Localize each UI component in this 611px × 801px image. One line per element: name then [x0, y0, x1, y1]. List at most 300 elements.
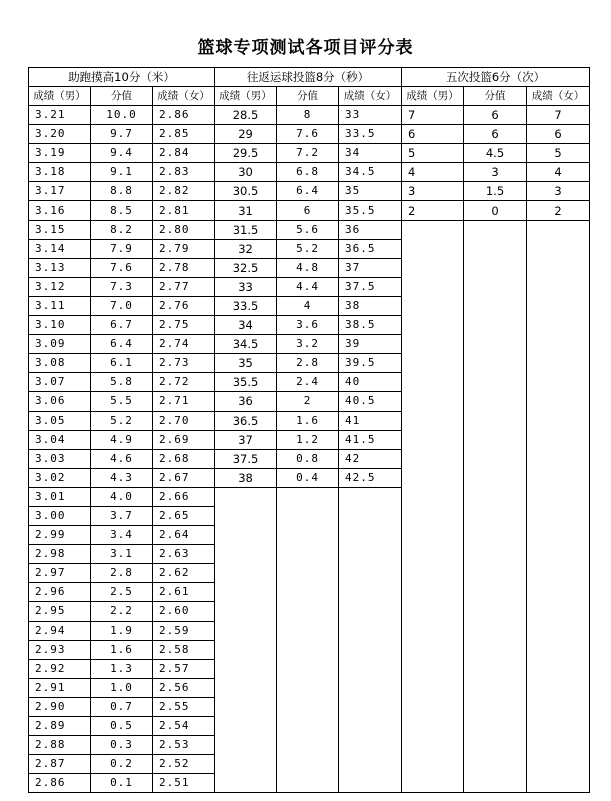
table-cell: 2.74	[153, 335, 215, 354]
table-cell: 2.83	[153, 163, 215, 182]
table-cell: 3.14	[29, 239, 91, 258]
empty-cell	[464, 392, 527, 411]
empty-cell	[464, 354, 527, 373]
table-cell: 9.1	[91, 163, 153, 182]
empty-cell	[527, 335, 590, 354]
table-cell: 2.86	[29, 774, 91, 793]
column-header: 成绩（女）	[153, 87, 215, 106]
empty-cell	[402, 392, 464, 411]
table-cell: 0.1	[91, 774, 153, 793]
table-cell: 5	[402, 144, 464, 163]
table-cell: 2.64	[153, 526, 215, 545]
table-cell: 3.1	[91, 545, 153, 564]
empty-cell	[339, 736, 402, 755]
table-cell: 9.4	[91, 144, 153, 163]
empty-cell	[527, 736, 590, 755]
table-cell: 2.76	[153, 296, 215, 315]
table-cell: 3.07	[29, 373, 91, 392]
table-row	[29, 411, 590, 430]
table-row	[29, 545, 590, 564]
empty-cell	[527, 545, 590, 564]
empty-cell	[339, 564, 402, 583]
table-cell: 35	[339, 182, 402, 201]
table-cell: 3.16	[29, 201, 91, 220]
empty-cell	[464, 468, 527, 487]
empty-cell	[277, 487, 339, 506]
table-cell: 3.19	[29, 144, 91, 163]
empty-cell	[527, 277, 590, 296]
empty-cell	[277, 717, 339, 736]
table-cell: 34	[339, 144, 402, 163]
empty-cell	[464, 621, 527, 640]
table-cell: 1.6	[277, 411, 339, 430]
empty-cell	[402, 430, 464, 449]
empty-cell	[527, 373, 590, 392]
table-cell: 4.6	[91, 449, 153, 468]
sub-header-row	[29, 87, 590, 106]
empty-cell	[277, 640, 339, 659]
table-cell: 7.9	[91, 239, 153, 258]
table-cell: 4.9	[91, 430, 153, 449]
empty-cell	[215, 640, 277, 659]
column-header: 分值	[464, 87, 527, 106]
table-cell: 2.91	[29, 678, 91, 697]
table-row	[29, 449, 590, 468]
table-cell: 2.70	[153, 411, 215, 430]
table-cell: 2	[402, 201, 464, 220]
table-cell: 2.8	[277, 354, 339, 373]
empty-cell	[402, 774, 464, 793]
empty-cell	[339, 755, 402, 774]
empty-cell	[339, 774, 402, 793]
empty-cell	[277, 564, 339, 583]
table-cell: 3.02	[29, 468, 91, 487]
empty-cell	[277, 736, 339, 755]
table-cell: 2.88	[29, 736, 91, 755]
table-cell: 7.2	[277, 144, 339, 163]
column-header: 分值	[91, 87, 153, 106]
column-header: 成绩（男）	[402, 87, 464, 106]
empty-cell	[402, 621, 464, 640]
table-row	[29, 506, 590, 525]
empty-cell	[464, 602, 527, 621]
empty-cell	[464, 258, 527, 277]
table-cell: 3.05	[29, 411, 91, 430]
table-cell: 37.5	[339, 277, 402, 296]
table-cell: 2.99	[29, 526, 91, 545]
table-cell: 2.68	[153, 449, 215, 468]
table-row	[29, 182, 590, 201]
table-cell: 38	[339, 296, 402, 315]
table-cell: 1.0	[91, 678, 153, 697]
table-cell: 6	[402, 125, 464, 144]
table-cell: 3.01	[29, 487, 91, 506]
table-cell: 2.63	[153, 545, 215, 564]
column-header: 成绩（女）	[339, 87, 402, 106]
empty-cell	[527, 602, 590, 621]
table-cell: 2.95	[29, 602, 91, 621]
table-cell: 5.6	[277, 220, 339, 239]
empty-cell	[527, 354, 590, 373]
empty-cell	[527, 583, 590, 602]
table-cell: 5.8	[91, 373, 153, 392]
table-cell: 3.2	[277, 335, 339, 354]
empty-cell	[464, 506, 527, 525]
empty-cell	[277, 583, 339, 602]
table-cell: 2.93	[29, 640, 91, 659]
table-cell: 2.69	[153, 430, 215, 449]
empty-cell	[402, 697, 464, 716]
table-cell: 2.55	[153, 697, 215, 716]
table-row	[29, 526, 590, 545]
table-cell: 1.6	[91, 640, 153, 659]
table-cell: 39	[339, 335, 402, 354]
empty-cell	[339, 717, 402, 736]
column-header: 成绩（男）	[29, 87, 91, 106]
empty-cell	[527, 239, 590, 258]
empty-cell	[339, 602, 402, 621]
table-cell: 4.5	[464, 144, 527, 163]
empty-cell	[527, 487, 590, 506]
empty-cell	[527, 717, 590, 736]
table-cell: 4.8	[277, 258, 339, 277]
table-cell: 1.3	[91, 659, 153, 678]
empty-cell	[277, 755, 339, 774]
table-cell: 2.81	[153, 201, 215, 220]
table-cell: 1.5	[464, 182, 527, 201]
table-cell: 6	[527, 125, 590, 144]
empty-cell	[464, 774, 527, 793]
table-row	[29, 277, 590, 296]
empty-cell	[277, 774, 339, 793]
table-cell: 3.08	[29, 354, 91, 373]
empty-cell	[402, 659, 464, 678]
group-header-five-shots: 五次投篮6分（次）	[402, 68, 590, 87]
table-cell: 2.54	[153, 717, 215, 736]
table-cell: 1.9	[91, 621, 153, 640]
empty-cell	[527, 621, 590, 640]
table-cell: 40	[339, 373, 402, 392]
empty-cell	[277, 678, 339, 697]
empty-cell	[527, 697, 590, 716]
table-cell: 6.1	[91, 354, 153, 373]
table-cell: 2.62	[153, 564, 215, 583]
empty-cell	[527, 468, 590, 487]
table-cell: 35.5	[339, 201, 402, 220]
table-row	[29, 468, 590, 487]
table-cell: 34.5	[339, 163, 402, 182]
table-cell: 33	[339, 106, 402, 125]
table-cell: 2.60	[153, 602, 215, 621]
table-cell: 29.5	[215, 144, 277, 163]
table-cell: 6.8	[277, 163, 339, 182]
table-row	[29, 602, 590, 621]
table-cell: 36.5	[339, 239, 402, 258]
table-cell: 2.66	[153, 487, 215, 506]
table-row	[29, 430, 590, 449]
table-cell: 32.5	[215, 258, 277, 277]
empty-cell	[215, 602, 277, 621]
empty-cell	[215, 506, 277, 525]
table-cell: 3.00	[29, 506, 91, 525]
table-cell: 2.89	[29, 717, 91, 736]
table-cell: 0.2	[91, 755, 153, 774]
table-cell: 6.4	[277, 182, 339, 201]
empty-cell	[527, 755, 590, 774]
table-cell: 7	[527, 106, 590, 125]
table-cell: 41.5	[339, 430, 402, 449]
empty-cell	[402, 640, 464, 659]
table-row	[29, 144, 590, 163]
empty-cell	[527, 411, 590, 430]
empty-cell	[215, 583, 277, 602]
table-cell: 3.4	[91, 526, 153, 545]
empty-cell	[277, 621, 339, 640]
table-cell: 2.51	[153, 774, 215, 793]
table-cell: 4.4	[277, 277, 339, 296]
table-cell: 3	[527, 182, 590, 201]
table-cell: 4	[527, 163, 590, 182]
table-cell: 7	[402, 106, 464, 125]
table-cell: 3.15	[29, 220, 91, 239]
table-cell: 6	[464, 125, 527, 144]
empty-cell	[464, 487, 527, 506]
table-cell: 6	[464, 106, 527, 125]
table-cell: 3.7	[91, 506, 153, 525]
table-cell: 6.7	[91, 316, 153, 335]
table-cell: 0.7	[91, 697, 153, 716]
table-cell: 2.96	[29, 583, 91, 602]
table-cell: 4.3	[91, 468, 153, 487]
table-cell: 4	[277, 296, 339, 315]
empty-cell	[402, 564, 464, 583]
table-cell: 3.12	[29, 277, 91, 296]
empty-cell	[464, 373, 527, 392]
empty-cell	[464, 659, 527, 678]
table-cell: 2.8	[91, 564, 153, 583]
empty-cell	[215, 678, 277, 697]
empty-cell	[527, 526, 590, 545]
table-cell: 0.3	[91, 736, 153, 755]
table-cell: 10.0	[91, 106, 153, 125]
table-cell: 5.2	[91, 411, 153, 430]
table-cell: 2.71	[153, 392, 215, 411]
empty-cell	[339, 640, 402, 659]
empty-cell	[464, 545, 527, 564]
table-cell: 3.06	[29, 392, 91, 411]
table-cell: 35	[215, 354, 277, 373]
empty-cell	[527, 659, 590, 678]
empty-cell	[339, 526, 402, 545]
table-cell: 6.4	[91, 335, 153, 354]
empty-cell	[339, 678, 402, 697]
table-cell: 36	[339, 220, 402, 239]
table-cell: 2.79	[153, 239, 215, 258]
empty-cell	[527, 316, 590, 335]
table-row	[29, 354, 590, 373]
empty-cell	[464, 316, 527, 335]
table-cell: 36.5	[215, 411, 277, 430]
empty-cell	[402, 526, 464, 545]
table-cell: 30.5	[215, 182, 277, 201]
column-header: 成绩（男）	[215, 87, 277, 106]
table-row	[29, 583, 590, 602]
table-row	[29, 239, 590, 258]
empty-cell	[339, 583, 402, 602]
table-cell: 34.5	[215, 335, 277, 354]
table-cell: 34	[215, 316, 277, 335]
table-row	[29, 697, 590, 716]
table-cell: 2.57	[153, 659, 215, 678]
empty-cell	[464, 755, 527, 774]
empty-cell	[402, 506, 464, 525]
table-row	[29, 392, 590, 411]
table-row	[29, 373, 590, 392]
empty-cell	[402, 678, 464, 697]
table-cell: 30	[215, 163, 277, 182]
table-cell: 3.04	[29, 430, 91, 449]
table-cell: 36	[215, 392, 277, 411]
table-row	[29, 564, 590, 583]
empty-cell	[277, 697, 339, 716]
page-title: 篮球专项测试各项目评分表	[197, 38, 414, 58]
table-cell: 8	[277, 106, 339, 125]
empty-cell	[402, 316, 464, 335]
column-header: 分值	[277, 87, 339, 106]
table-cell: 38.5	[339, 316, 402, 335]
empty-cell	[215, 717, 277, 736]
empty-cell	[277, 545, 339, 564]
empty-cell	[464, 335, 527, 354]
table-cell: 2.52	[153, 755, 215, 774]
table-cell: 33	[215, 277, 277, 296]
table-cell: 0.4	[277, 468, 339, 487]
table-cell: 3.21	[29, 106, 91, 125]
table-row	[29, 659, 590, 678]
empty-cell	[277, 526, 339, 545]
table-cell: 2.61	[153, 583, 215, 602]
empty-cell	[402, 449, 464, 468]
table-cell: 4.0	[91, 487, 153, 506]
table-row	[29, 678, 590, 697]
table-cell: 33.5	[339, 125, 402, 144]
empty-cell	[464, 430, 527, 449]
empty-cell	[215, 697, 277, 716]
table-cell: 42.5	[339, 468, 402, 487]
table-cell: 3.17	[29, 182, 91, 201]
table-cell: 7.3	[91, 277, 153, 296]
empty-cell	[402, 354, 464, 373]
group-header-dribble-shoot: 往返运球投篮8分（秒）	[215, 68, 402, 87]
empty-cell	[527, 392, 590, 411]
table-cell: 2.72	[153, 373, 215, 392]
empty-cell	[464, 220, 527, 239]
empty-cell	[464, 449, 527, 468]
table-cell: 2.78	[153, 258, 215, 277]
table-cell: 9.7	[91, 125, 153, 144]
empty-cell	[464, 564, 527, 583]
empty-cell	[402, 736, 464, 755]
empty-cell	[215, 487, 277, 506]
table-cell: 3.11	[29, 296, 91, 315]
table-cell: 0.8	[277, 449, 339, 468]
empty-cell	[527, 640, 590, 659]
empty-cell	[215, 755, 277, 774]
empty-cell	[464, 296, 527, 315]
empty-cell	[215, 526, 277, 545]
table-cell: 2.80	[153, 220, 215, 239]
empty-cell	[527, 678, 590, 697]
empty-cell	[402, 487, 464, 506]
empty-cell	[464, 583, 527, 602]
table-cell: 5	[527, 144, 590, 163]
table-cell: 2.92	[29, 659, 91, 678]
group-header-row	[29, 68, 590, 87]
table-row	[29, 316, 590, 335]
table-row	[29, 774, 590, 793]
table-cell: 3.20	[29, 125, 91, 144]
table-cell: 40.5	[339, 392, 402, 411]
empty-cell	[464, 239, 527, 258]
table-row	[29, 220, 590, 239]
table-row	[29, 755, 590, 774]
table-cell: 3.09	[29, 335, 91, 354]
table-cell: 3	[464, 163, 527, 182]
empty-cell	[402, 468, 464, 487]
table-cell: 8.8	[91, 182, 153, 201]
table-row	[29, 487, 590, 506]
table-cell: 3.10	[29, 316, 91, 335]
empty-cell	[402, 545, 464, 564]
table-cell: 8.5	[91, 201, 153, 220]
empty-cell	[527, 430, 590, 449]
table-cell: 2.84	[153, 144, 215, 163]
empty-cell	[527, 449, 590, 468]
table-cell: 29	[215, 125, 277, 144]
empty-cell	[527, 506, 590, 525]
empty-cell	[402, 373, 464, 392]
table-cell: 2.2	[91, 602, 153, 621]
empty-cell	[339, 621, 402, 640]
empty-cell	[339, 697, 402, 716]
table-row	[29, 335, 590, 354]
table-row	[29, 201, 590, 220]
table-cell: 2.58	[153, 640, 215, 659]
empty-cell	[277, 506, 339, 525]
table-cell: 2.56	[153, 678, 215, 697]
empty-cell	[527, 296, 590, 315]
table-cell: 2.77	[153, 277, 215, 296]
empty-cell	[215, 659, 277, 678]
table-cell: 7.0	[91, 296, 153, 315]
table-cell: 0.5	[91, 717, 153, 736]
table-cell: 37	[339, 258, 402, 277]
empty-cell	[527, 220, 590, 239]
group-header-touch-high: 助跑摸高10分（米）	[29, 68, 215, 87]
table-cell: 32	[215, 239, 277, 258]
empty-cell	[215, 564, 277, 583]
table-cell: 2.87	[29, 755, 91, 774]
table-cell: 37.5	[215, 449, 277, 468]
table-cell: 35.5	[215, 373, 277, 392]
empty-cell	[464, 697, 527, 716]
table-cell: 2.5	[91, 583, 153, 602]
table-cell: 2.82	[153, 182, 215, 201]
table-row	[29, 163, 590, 182]
table-cell: 2.75	[153, 316, 215, 335]
table-row	[29, 621, 590, 640]
table-cell: 2.94	[29, 621, 91, 640]
